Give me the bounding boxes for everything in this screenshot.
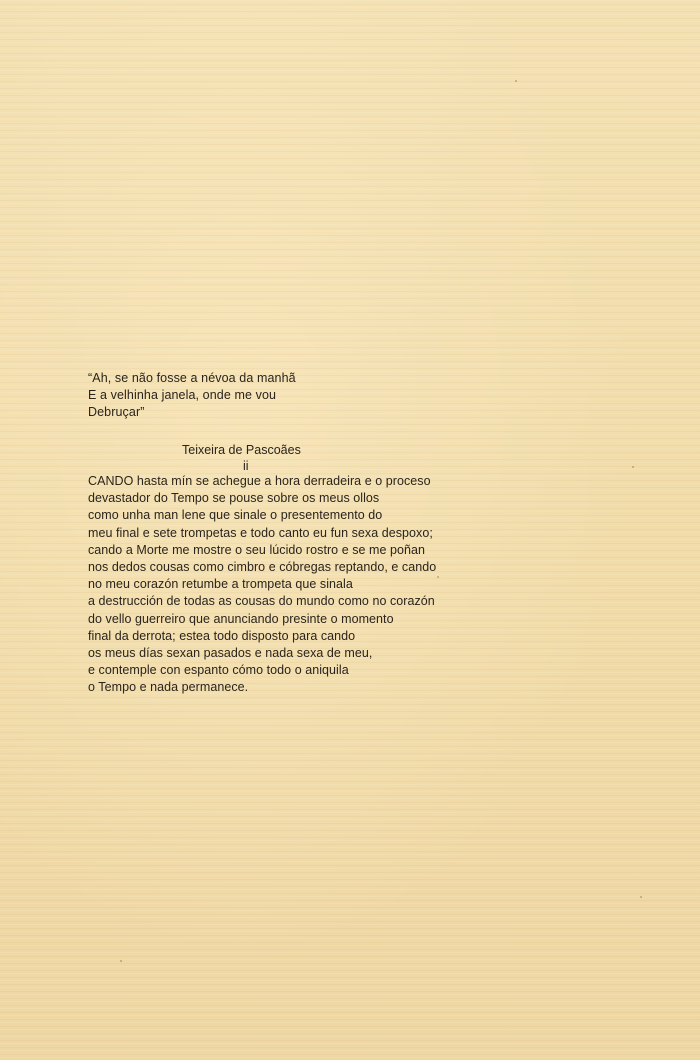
poem-line: CANDO hasta mín se achegue a hora derradeira e o proceso <box>88 474 431 488</box>
poem-line: final da derrota; estea todo disposto para cando <box>88 628 356 643</box>
epigraph <box>88 370 388 421</box>
paper-speck <box>120 960 122 962</box>
poem-line: cando a Morte me mostre o seu lúcido rostro e se me poñan <box>88 542 426 557</box>
poem-line: nos dedos cousas como cimbro e cóbregas reptando, e cando <box>88 560 437 575</box>
poem-body <box>88 473 468 697</box>
paper-speck <box>515 80 517 82</box>
poem-line: do vello guerreiro que anunciando presinte o momento <box>88 611 394 626</box>
poem-line: no meu corazón retumbe a trompeta que sinala <box>88 577 353 592</box>
section-number: ii <box>243 459 249 473</box>
poem-line: e contemple con espanto cómo todo o aniquila <box>88 663 349 678</box>
epigraph-line: “Ah, se não fosse a névoa da manhã <box>88 371 296 385</box>
poem-line: o Tempo e nada permanece. <box>88 680 249 695</box>
paper-speck <box>437 576 439 578</box>
poem-line: devastador do Tempo se pouse sobre os meus ollos <box>88 491 380 506</box>
epigraph-line: Debruçar” <box>88 405 145 419</box>
poem-line: os meus días sexan pasados e nada sexa de meu, <box>88 646 373 661</box>
poem-line: como unha man lene que sinale o presentemento do <box>88 508 383 523</box>
poem-line: a destrucción de todas as cousas do mundo como no corazón <box>88 594 435 609</box>
poem-line: meu final e sete trompetas e todo canto eu fun sexa despoxo; <box>88 525 433 540</box>
paper-speck <box>632 466 634 468</box>
epigraph-attribution: Teixeira de Pascoães <box>182 443 301 457</box>
epigraph-line: E a velhinha janela, onde me vou <box>88 388 277 402</box>
paper-speck <box>640 896 642 898</box>
